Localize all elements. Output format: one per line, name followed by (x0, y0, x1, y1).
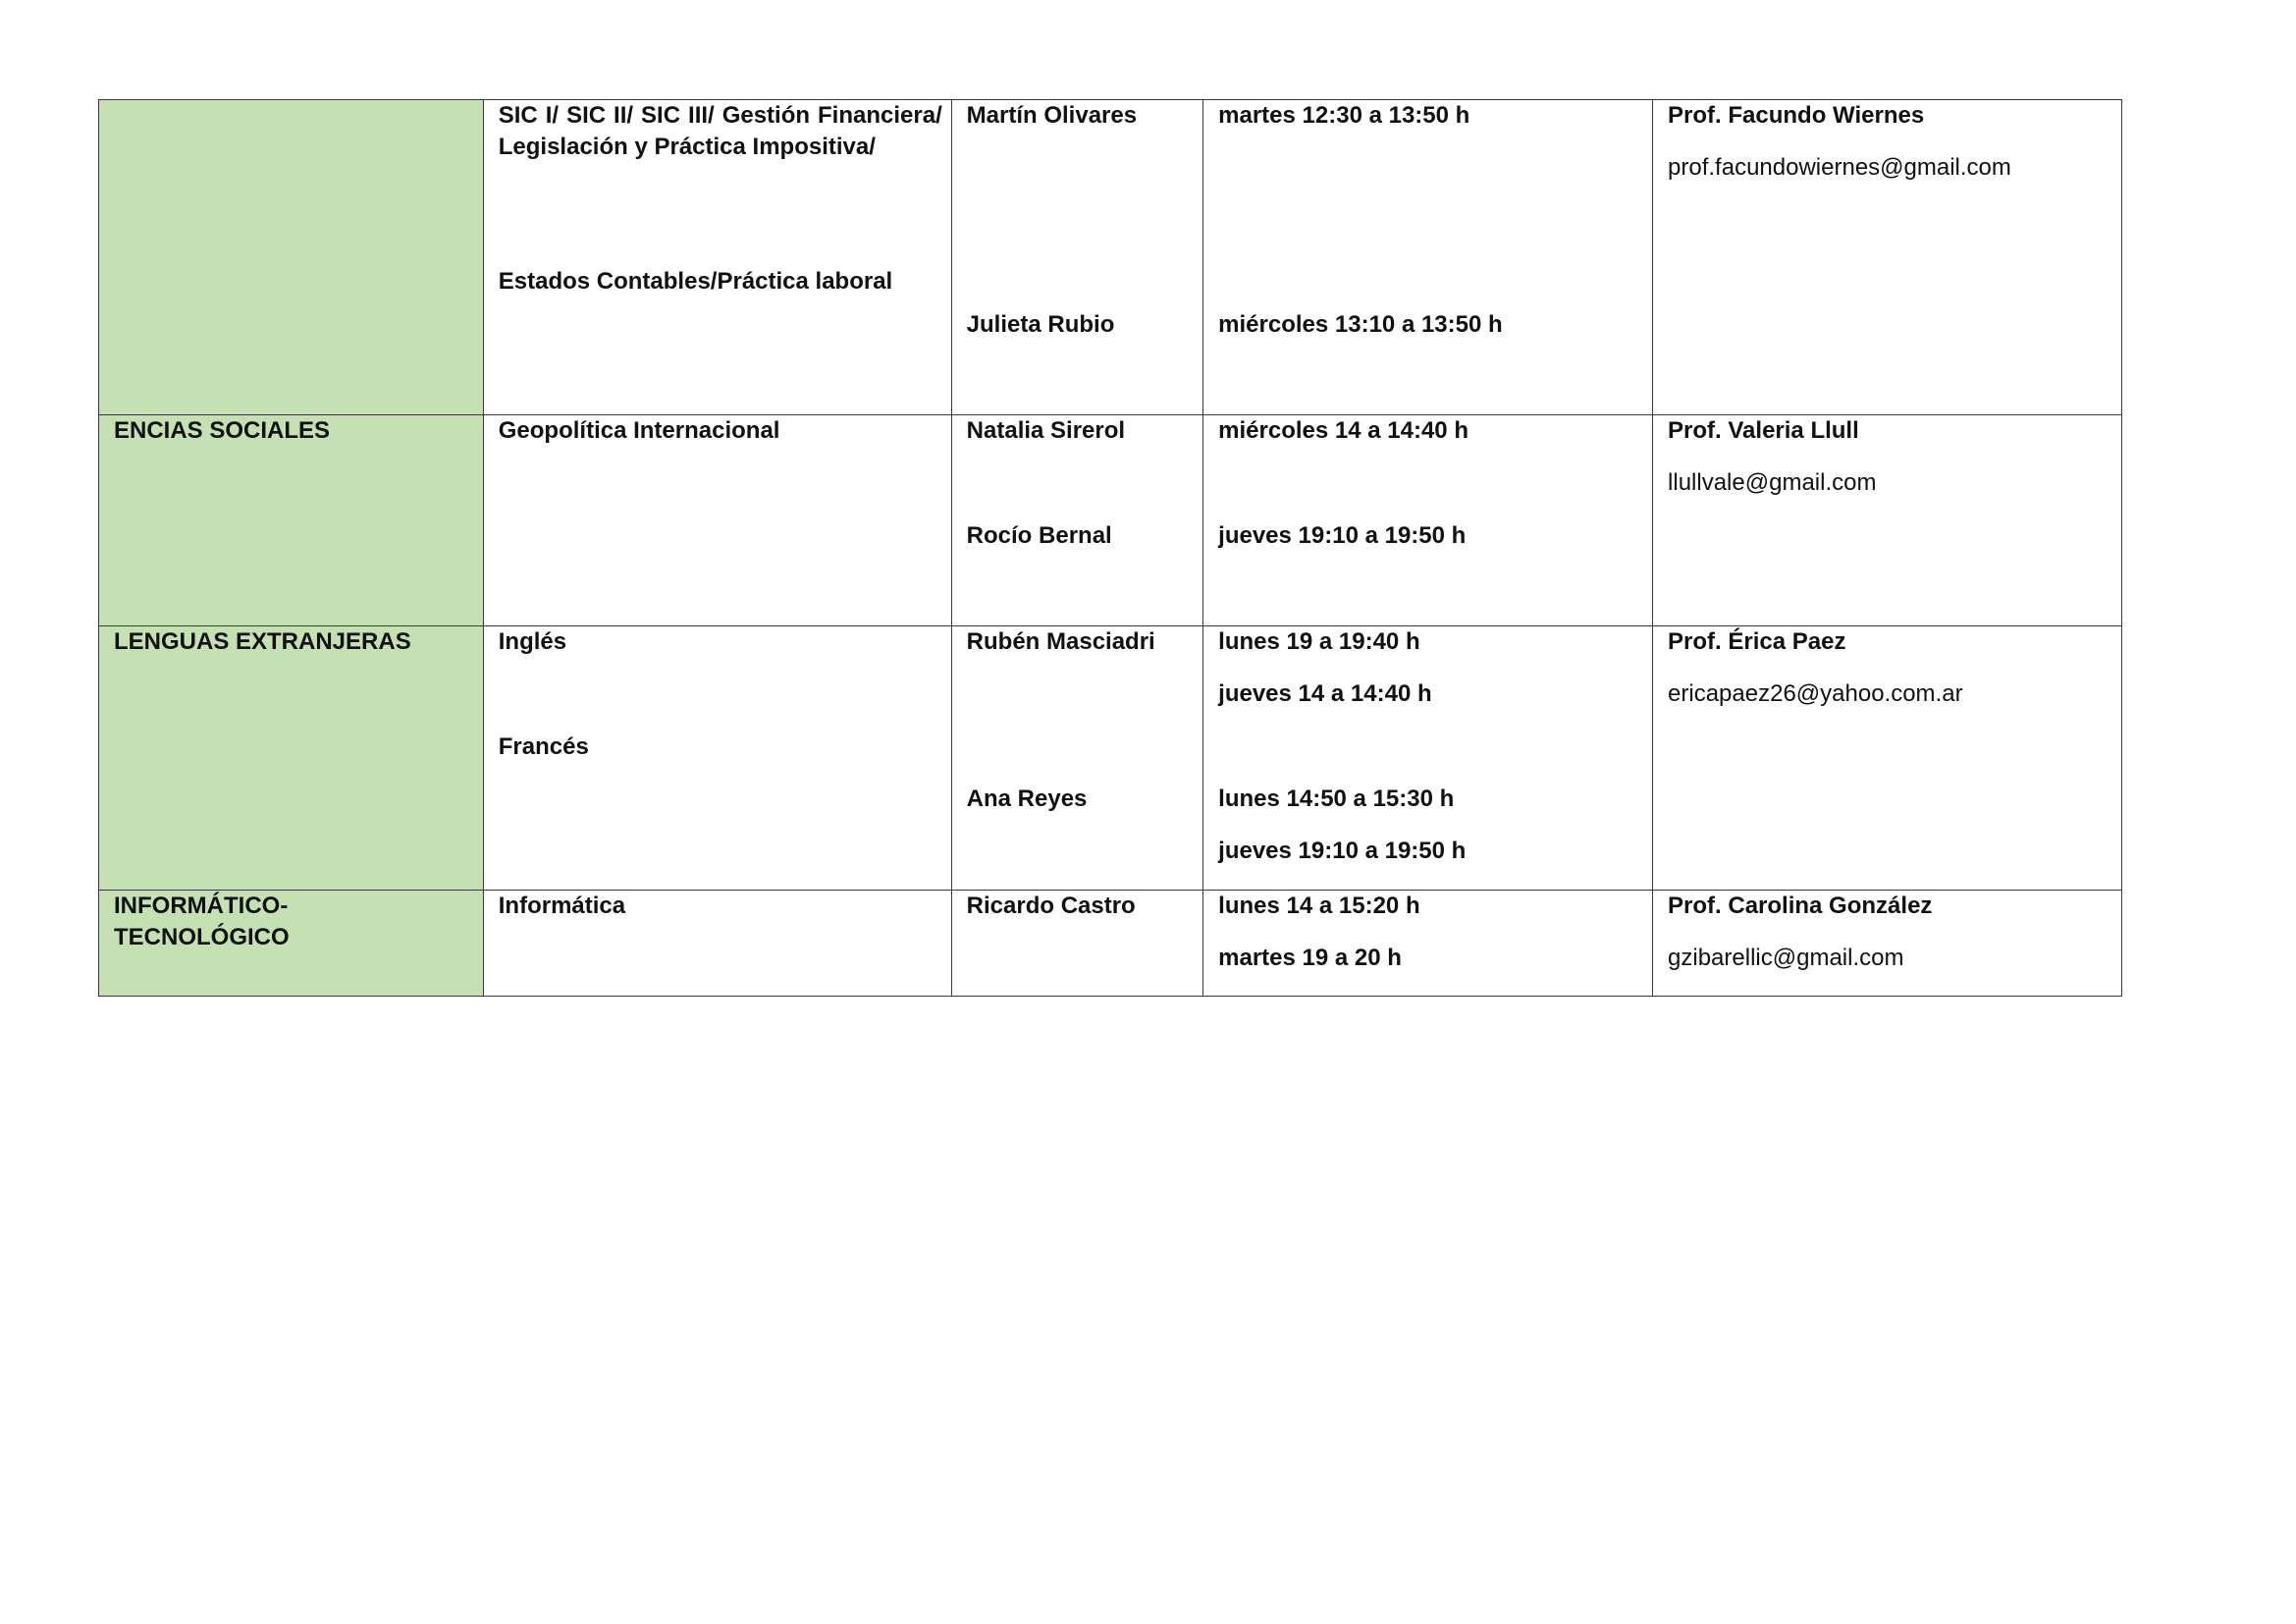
schedule-text: jueves 19:10 a 19:50 h (1218, 522, 1467, 549)
schedule-text: jueves 14 a 14:40 h (1218, 680, 1432, 707)
subject-cell (483, 626, 951, 891)
teacher-name: Ricardo Castro (966, 893, 1136, 919)
schedule-text: lunes 14 a 15:20 h (1218, 893, 1420, 919)
area-cell (99, 100, 484, 415)
teacher-name: Ana Reyes (966, 785, 1088, 812)
subject-cell (483, 891, 951, 997)
table-row (99, 100, 2122, 415)
schedule-cell (1203, 891, 1653, 997)
coordinator-email: gzibarellic@gmail.com (1668, 945, 1904, 971)
teacher-name: Natalia Sirerol (966, 417, 1126, 444)
schedule-text: martes 12:30 a 13:50 h (1218, 102, 1470, 129)
coordinator-name: Prof. Érica Paez (1668, 628, 1846, 655)
schedule-cell (1203, 415, 1653, 626)
coordinator-cell (1653, 626, 2122, 891)
coordinator-name: Prof. Carolina González (1668, 893, 1933, 919)
coordinator-cell (1653, 100, 2122, 415)
teacher-name: Rocío Bernal (966, 522, 1112, 549)
consultation-schedule-table (98, 99, 2122, 997)
table-row (99, 891, 2122, 997)
teacher-cell (951, 626, 1202, 891)
subject-text: Inglés (498, 628, 567, 655)
coordinator-cell (1653, 891, 2122, 997)
schedule-text: jueves 19:10 a 19:50 h (1218, 838, 1467, 864)
schedule-text: miércoles 13:10 a 13:50 h (1218, 311, 1503, 338)
teacher-name: Rubén Masciadri (966, 628, 1155, 655)
schedule-cell (1203, 626, 1653, 891)
area-cell (99, 415, 484, 626)
area-cell (99, 891, 484, 997)
schedule-text: martes 19 a 20 h (1218, 945, 1402, 971)
teacher-name: Martín Olivares (966, 102, 1138, 129)
subject-text: SIC I/ SIC II/ SIC III/ Gestión Financiera/ Legislación y Práctica Impositiva/ (498, 102, 942, 160)
area-label: ENCIAS SOCIALES (114, 417, 331, 444)
schedule-text: lunes 14:50 a 15:30 h (1218, 785, 1455, 812)
subject-text: Francés (498, 733, 589, 760)
coordinator-name: Prof. Facundo Wiernes (1668, 102, 1925, 129)
coordinator-email: prof.facundowiernes@gmail.com (1668, 154, 2011, 181)
schedule-cell (1203, 100, 1653, 415)
subject-cell (483, 100, 951, 415)
subject-text: Geopolítica Internacional (498, 417, 780, 444)
teacher-name: Julieta Rubio (966, 311, 1115, 338)
table-row (99, 415, 2122, 626)
teacher-cell (951, 891, 1202, 997)
coordinator-name: Prof. Valeria Llull (1668, 417, 1859, 444)
coordinator-email: llullvale@gmail.com (1668, 469, 1877, 496)
schedule-text: miércoles 14 a 14:40 h (1218, 417, 1468, 444)
subject-text: Informática (498, 893, 626, 919)
subject-text: Estados Contables/Práctica laboral (498, 268, 893, 295)
subject-cell (483, 415, 951, 626)
teacher-cell (951, 415, 1202, 626)
area-cell (99, 626, 484, 891)
coordinator-cell (1653, 415, 2122, 626)
table-row (99, 626, 2122, 891)
teacher-cell (951, 100, 1202, 415)
area-label: INFORMÁTICO- (114, 893, 289, 919)
schedule-text: lunes 19 a 19:40 h (1218, 628, 1420, 655)
coordinator-email: ericapaez26@yahoo.com.ar (1668, 680, 1963, 707)
area-label: TECNOLÓGICO (114, 924, 290, 950)
area-label: LENGUAS EXTRANJERAS (114, 628, 411, 655)
